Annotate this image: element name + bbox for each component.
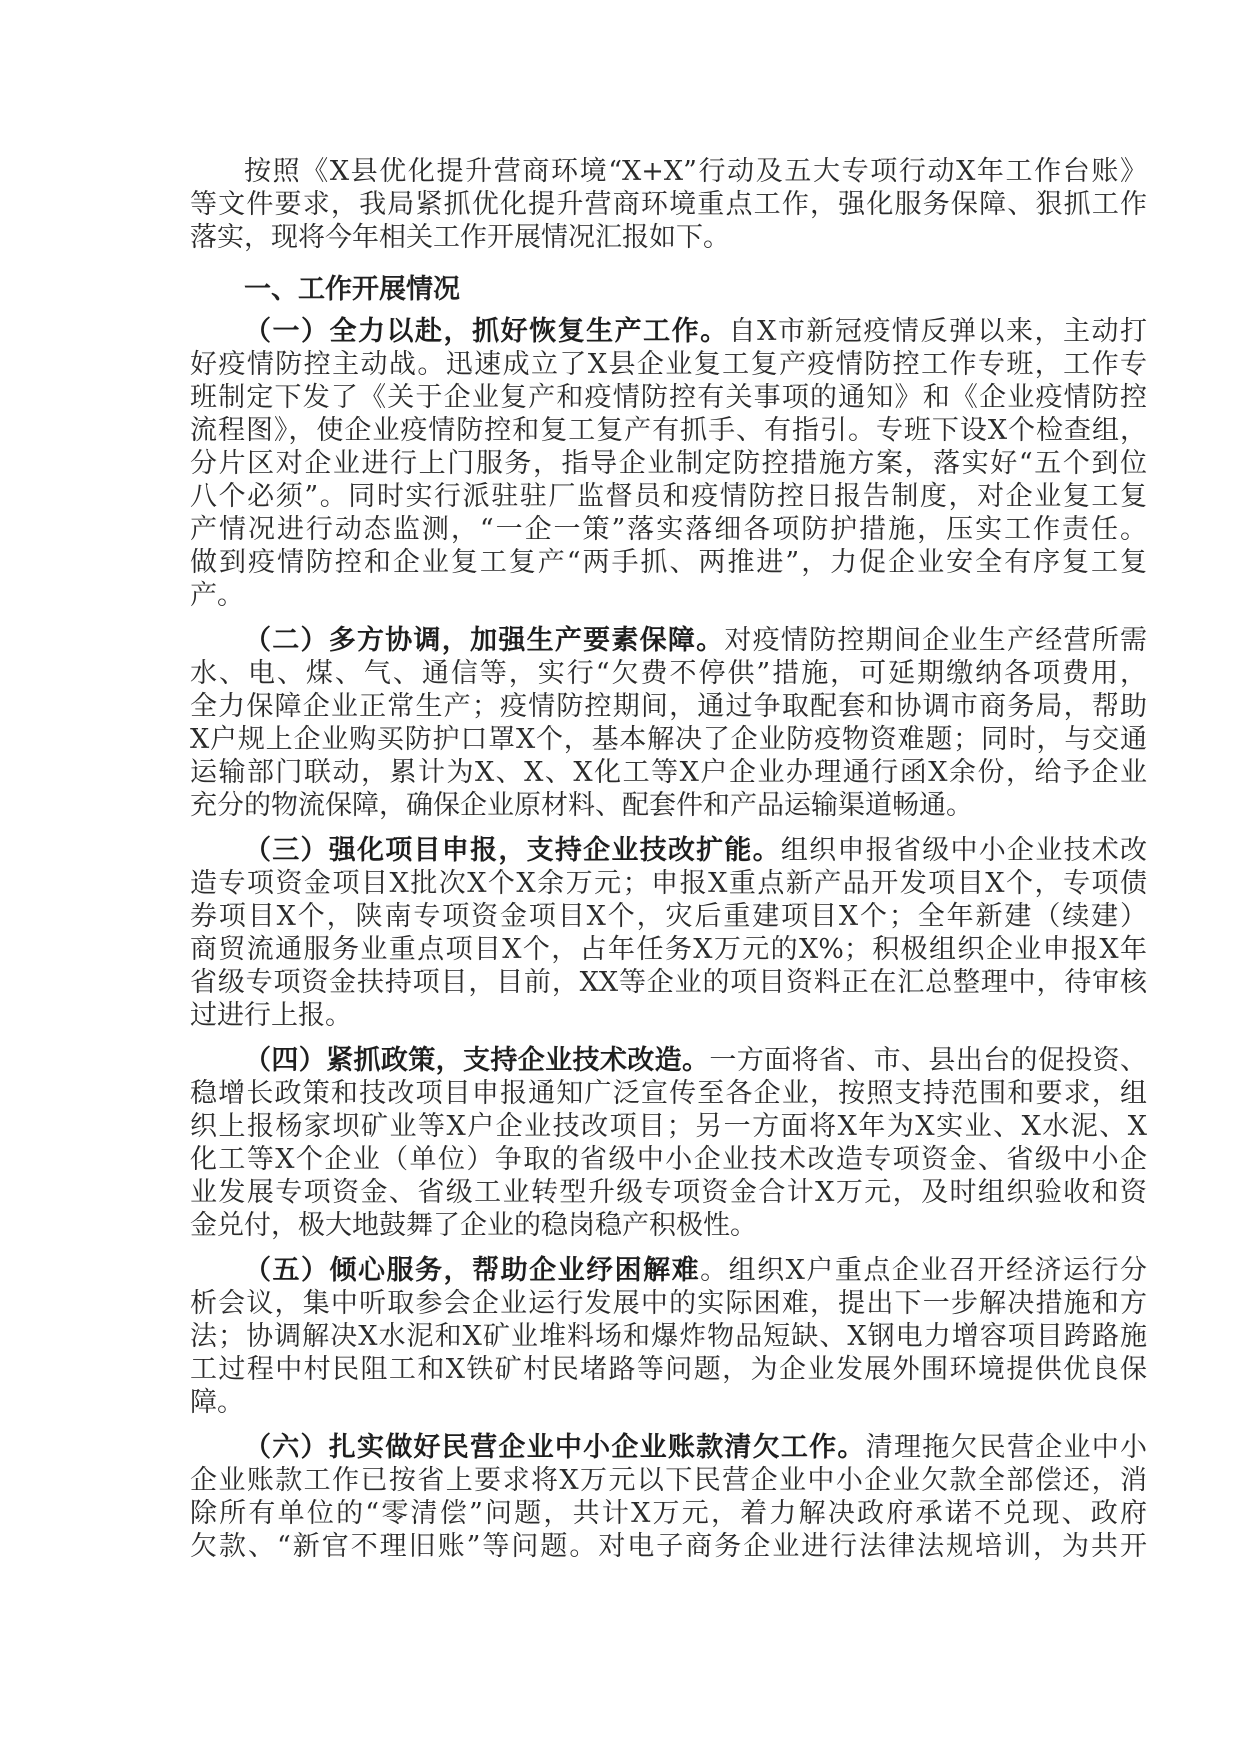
text-line: 织上报杨家坝矿业等X户企业技改项目；另一方面将X年为X实业、X水泥、X [190,1111,1147,1142]
text-line: 法；协调解决X水泥和X矿业堆料场和爆炸物品短缺、X钢电力增容项目跨路施 [190,1321,1147,1352]
document-page [190,155,1147,1563]
text-line [190,315,1147,348]
text-line: 班制定下发了《关于企业复产和疫情防控有关事项的通知》和《企业疫情防控 [190,382,1147,413]
text-line: 按照《X县优化提升营商环境“X+X”行动及五大专项行动X年工作台账》 [244,156,1147,187]
text-line [190,834,1147,867]
paragraph-lead: （四）紧抓政策，支持企业技术改造。 [244,1045,710,1076]
text-line: 产。 [190,580,244,611]
paragraph-lead: （三）强化项目申报，支持企业技改扩能。 [244,835,781,866]
paragraph-text: 清理拖欠民营企业中小 [865,1432,1148,1463]
paragraph-text: 对疫情防控期间企业生产经营所需 [724,625,1148,656]
text-line: 化工等X个企业（单位）争取的省级中小企业技术改造专项资金、省级中小企 [190,1144,1147,1175]
text-line: 业发展专项资金、省级工业转型升级专项资金合计X万元，及时组织验收和资 [190,1177,1147,1208]
text-line: 八个必须”。同时实行派驻驻厂监督员和疫情防控日报告制度，对企业复工复 [190,481,1147,512]
text-line: 流程图》，使企业疫情防控和复工复产有抓手、有指引。专班下设X个检查组， [190,415,1147,446]
text-line: 运输部门联动，累计为X、X、X化工等X户企业办理通行函X余份，给予企业 [190,757,1147,788]
text-line: 省级专项资金扶持项目，目前，XX等企业的项目资料正在汇总整理中，待审核 [190,967,1147,998]
text-line [190,1044,1147,1077]
text-line: 析会议，集中听取参会企业运行发展中的实际困难，提出下一步解决措施和方 [190,1288,1147,1319]
paragraph-text: 自X市新冠疫情反弹以来，主动打 [728,316,1147,347]
text-line: 造专项资金项目X批次X个X余万元；申报X重点新产品开发项目X个，专项债 [190,868,1147,899]
text-line: 障。 [190,1387,244,1418]
paragraph-text: 一方面将省、市、县出台的促投资、 [709,1045,1147,1076]
intro-paragraph [190,155,1147,254]
section-paragraph [190,1254,1147,1419]
paragraph-text: 组织申报省级中小企业技术改 [780,835,1148,866]
text-line: 券项目X个，陕南专项资金项目X个，灾后重建项目X个；全年新建（续建） [190,901,1147,932]
text-line: 做到疫情防控和企业复工复产“两手抓、两推进”，力促企业安全有序复工复 [190,547,1147,578]
section-paragraph [190,1044,1147,1242]
text-line: 工过程中村民阻工和X铁矿村民堵路等问题，为企业发展外围环境提供优良保 [190,1354,1147,1385]
text-line [190,1254,1147,1287]
text-line: 金兑付，极大地鼓舞了企业的稳岗稳产积极性。 [190,1210,757,1241]
section-paragraph [190,834,1147,1032]
text-line: 好疫情防控主动战。迅速成立了X县企业复工复产疫情防控工作专班，工作专 [190,349,1147,380]
text-line: 除所有单位的“零清偿”问题，共计X万元，着力解决政府承诺不兑现、政府 [190,1498,1147,1529]
text-line: 稳增长政策和技改项目申报通知广泛宣传至各企业，按照支持范围和要求，组 [190,1078,1147,1109]
section-heading: 一、工作开展情况 [244,274,460,305]
text-line: 等文件要求，我局紧抓优化提升营商环境重点工作，强化服务保障、狠抓工作 [190,189,1147,220]
text-line: 产情况进行动态监测，“一企一策”落实落细各项防护措施，压实工作责任。 [190,514,1147,545]
paragraph-lead: （六）扎实做好民营企业中小企业账款清欠工作。 [244,1432,866,1463]
section-paragraph [190,315,1147,612]
text-line: 落实，现将今年相关工作开展情况汇报如下。 [190,222,730,253]
section-paragraph [190,1431,1147,1563]
text-line [190,1431,1147,1464]
paragraph-lead: （五）倾心服务，帮助企业纾困解难 [244,1255,701,1286]
text-line: X户规上企业购买防护口罩X个，基本解决了企业防疫物资难题；同时，与交通 [190,724,1147,755]
text-line [190,624,1147,657]
paragraph-lead: （一）全力以赴，抓好恢复生产工作。 [244,316,729,347]
text-line: 分片区对企业进行上门服务，指导企业制定防控措施方案，落实好“五个到位 [190,448,1147,479]
text-line: 全力保障企业正常生产；疫情防控期间，通过争取配套和协调市商务局，帮助 [190,691,1147,722]
paragraph-lead: （二）多方协调，加强生产要素保障。 [244,625,725,656]
text-line: 过进行上报。 [190,1000,352,1031]
text-line: 欠款、“新官不理旧账”等问题。对电子商务企业进行法律法规培训，为共开 [190,1531,1147,1562]
text-line: 充分的物流保障，确保企业原材料、配套件和产品运输渠道畅通。 [190,790,973,821]
text-line: 水、电、煤、气、通信等，实行“欠费不停供”措施，可延期缴纳各项费用， [190,658,1147,689]
paragraph-text: 。组织X户重点企业召开经济运行分 [700,1255,1147,1286]
section-paragraph [190,624,1147,822]
text-line: 企业账款工作已按省上要求将X万元以下民营企业中小企业欠款全部偿还，消 [190,1465,1147,1496]
text-line: 商贸流通服务业重点项目X个，占年任务X万元的X%；积极组织企业申报X年 [190,934,1147,965]
